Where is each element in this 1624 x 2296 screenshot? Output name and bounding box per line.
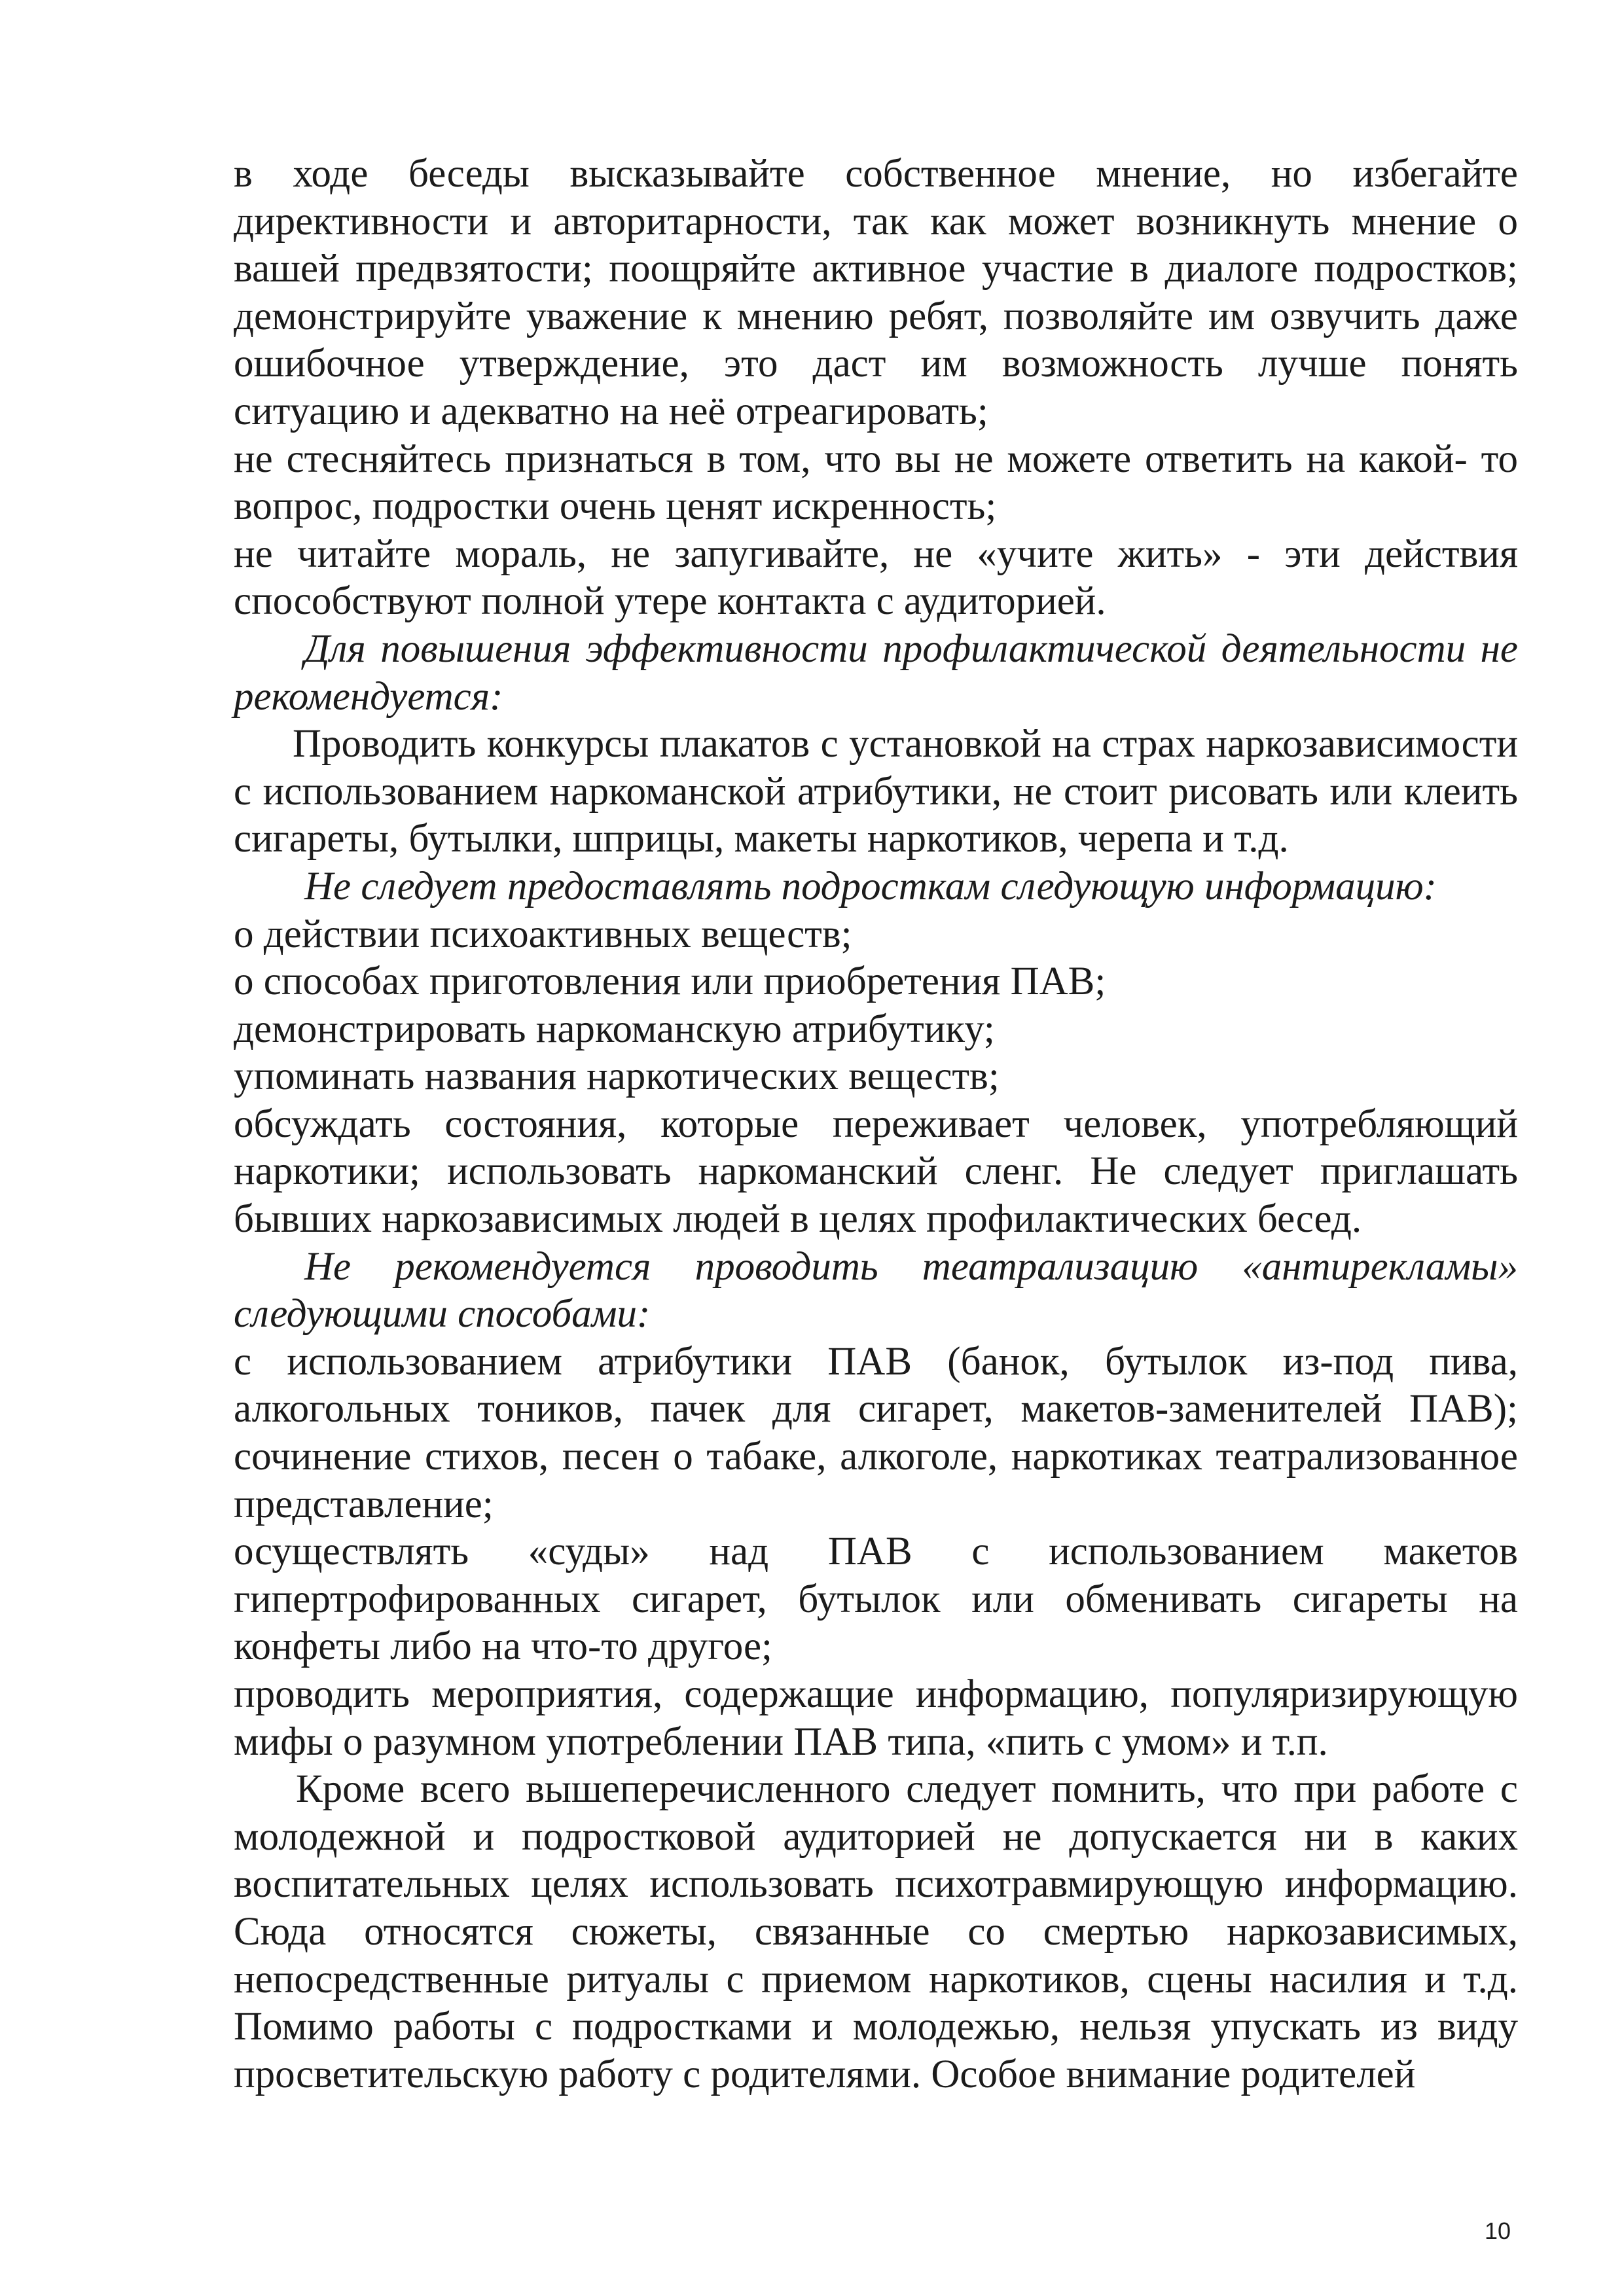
paragraph-conversation-advice: в ходе беседы высказывайте собственное мнение, но избегайте директивности и авторитарности, так как может возникнуть мнение о вашей предвзятости; поощряйте активное участие в диалоге подростков; демонстрируйте уважение к мнению ребят, позволяйте им озвучить даже ошибочное утверждение, это даст им возможность лучше понять ситуацию и адекватно на неё отреагировать;: [234, 152, 1518, 433]
page-number: 10: [1485, 2217, 1511, 2244]
heading-information-not-to-provide: Не следует предоставлять подросткам следующую информацию:: [304, 864, 1437, 908]
list-item: упоминать названия наркотических веществ;: [234, 1054, 1000, 1099]
heading-anti-advertising: Не рекомендуется проводить театрализацию «антирекламы» следующими способами:: [234, 1244, 1518, 1336]
list-item: с использованием атрибутики ПАВ (банок, бутылок из-под пива, алкогольных тоников, пачек для сигарет, макетов-заменителей ПАВ); сочинение стихов, песен о табаке, алкоголе, наркотиках театрализованное представление;: [234, 1339, 1518, 1526]
paragraph-honesty: не стесняйтесь признаться в том, что вы не можете ответить на какой- то вопрос, подростки очень ценят искренность;: [234, 437, 1518, 529]
list-item: проводить мероприятия, содержащие информацию, популяризирующую мифы о разумном употреблении ПАВ типа, «пить с умом» и т.п.: [234, 1672, 1518, 1764]
heading-not-recommended: Для повышения эффективности профилактической деятельности не рекомендуется:: [234, 626, 1518, 719]
paragraph-no-moralizing: не читайте мораль, не запугивайте, не «учите жить» - эти действия способствуют полной утере контакта с аудиторией.: [234, 531, 1518, 624]
paragraph-psychotraumatic-info: Кроме всего вышеперечисленного следует помнить, что при работе с молодежной и подростковой аудиторией не допускается ни в каких воспитательных целях использовать психотравмирующую информацию. Сюда относятся сюжеты, связанные со смертью наркозависимых, непосредственные ритуалы с приемом наркотиков, сцены насилия и т.д. Помимо работы с подростками и молодежью, нельзя упускать из виду просветительскую работу с родителями. Особое внимание родителей: [234, 1767, 1518, 2096]
list-item: осуществлять «суды» над ПАВ с использованием макетов гипертрофированных сигарет, бутылок или обменивать сигареты на конфеты либо на что-то другое;: [234, 1530, 1518, 1669]
list-item: о действии психоактивных веществ;: [234, 912, 852, 956]
list-item: обсуждать состояния, которые переживает человек, употребляющий наркотики; использовать наркоманский сленг. Не следует приглашать бывших наркозависимых людей в целях профилактических бесед.: [234, 1102, 1518, 1242]
list-item: демонстрировать наркоманскую атрибутику;: [234, 1007, 995, 1051]
body-text: [234, 151, 1518, 2098]
paragraph-poster-contests: Проводить конкурсы плакатов с установкой на страх наркозависимости с использованием наркоманской атрибутики, не стоит рисовать или клеить сигареты, бутылки, шприцы, макеты наркотиков, черепа и т.д.: [234, 722, 1518, 861]
list-item: о способах приготовления или приобретения ПАВ;: [234, 960, 1106, 1004]
